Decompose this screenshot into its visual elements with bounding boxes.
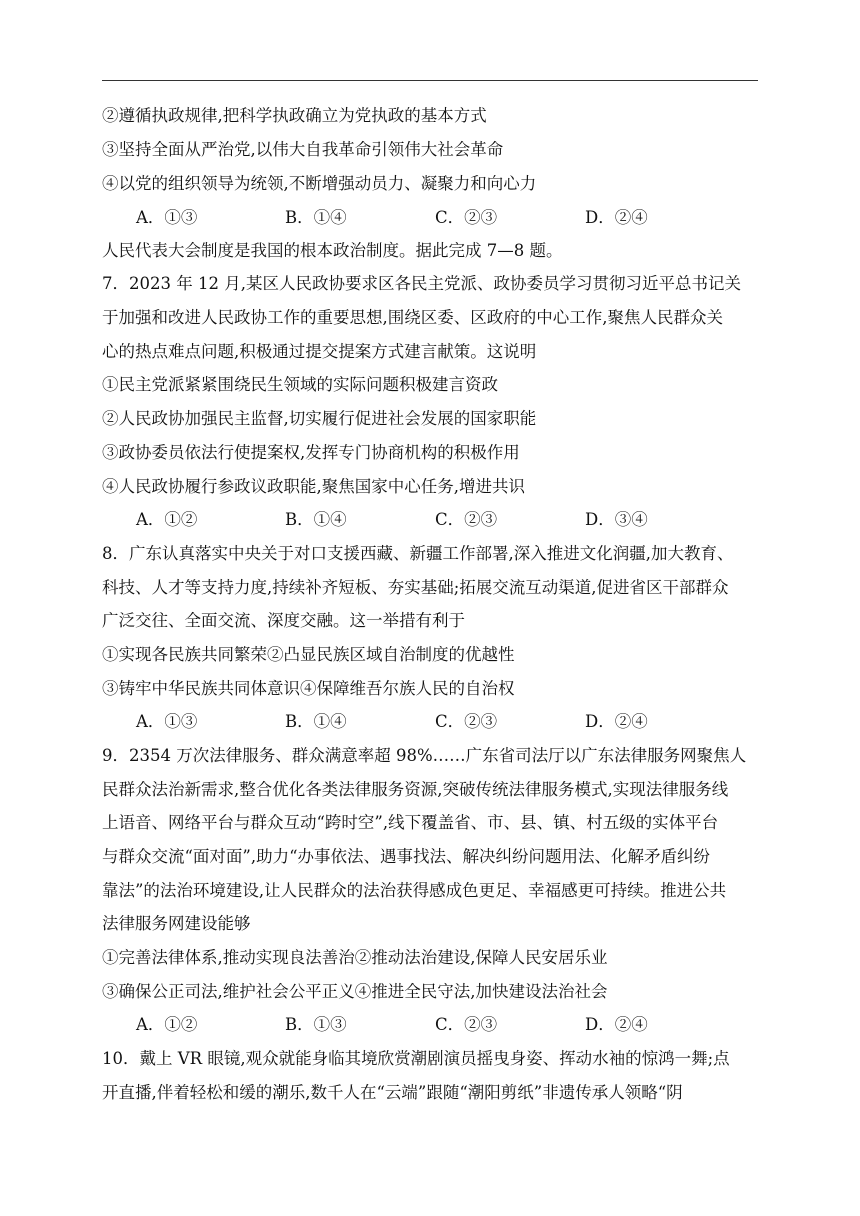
q7-line-1: 7．2023 年 12 月,某区人民政协要求区各民主党派、政协委员学习贯彻习近平总书记关 [102,274,741,293]
q8-line-1: 8．广东认真落实中央关于对口支援西藏、新疆工作部署,深入推进文化润疆,加大教育、 [102,544,734,563]
statement-2: ②遵循执政规律,把科学执政确立为党执政的基本方式 [102,106,487,125]
option-a: A．①③ [136,712,198,731]
option-b: B．①③ [285,1015,347,1034]
option-a: A．①③ [136,208,198,227]
q7-line-2: 于加强和改进人民政协工作的重要思想,围绕区委、区政府的中心工作,聚焦人民群众关 [102,308,723,327]
statement-3: ③坚持全面从严治党,以伟大自我革命引领伟大社会革命 [102,140,504,159]
q9-line-5: 靠法”的法治环境建设,让人民群众的法治获得感成色更足、幸福感更可持续。推进公共 [102,881,727,900]
q8-statement-1: ①实现各民族共同繁荣②凸显民族区域自治制度的优越性 [102,645,515,664]
option-c: C．②③ [435,510,498,529]
section-intro: 人民代表大会制度是我国的根本政治制度。据此完成 7—8 题。 [102,241,563,260]
q7-statement-2: ②人民政协加强民主监督,切实履行促进社会发展的国家职能 [102,409,537,428]
option-b: B．①④ [285,510,347,529]
option-d: D．②④ [585,712,648,731]
header-rule [102,80,758,81]
option-c: C．②③ [435,208,498,227]
option-b: B．①④ [285,712,347,731]
q10-line-2: 开直播,伴着轻松和缓的潮乐,数千人在“云端”跟随“潮阳剪纸”非遗传承人领略“阴 [102,1083,683,1102]
option-d: D．②④ [585,1015,648,1034]
q8-line-3: 广泛交往、全面交流、深度交融。这一举措有利于 [102,611,465,630]
q7-line-3: 心的热点难点问题,积极通过提交提案方式建言献策。这说明 [102,342,537,361]
q8-line-2: 科技、人才等支持力度,持续补齐短板、夯实基础;拓展交流互动渠道,促进省区干部群众 [102,578,729,597]
q10-line-1: 10．戴上 VR 眼镜,观众就能身临其境欣赏潮剧演员摇曳身姿、挥动水袖的惊鸿一舞;点 [102,1049,730,1068]
q9-statement-2: ③确保公正司法,维护社会公平正义④推进全民守法,加快建设法治社会 [102,982,608,1001]
option-c: C．②③ [435,712,498,731]
q9-line-4: 与群众交流“面对面”,助力“办事依法、遇事找法、解决纠纷问题用法、化解矛盾纠纷 [102,847,711,866]
q8-statement-2: ③铸牢中华民族共同体意识④保障维吾尔族人民的自治权 [102,679,515,698]
q7-statement-1: ①民主党派紧紧围绕民生领域的实际问题积极建言资政 [102,375,498,394]
q9-line-6: 法律服务网建设能够 [102,914,251,933]
option-c: C．②③ [435,1015,498,1034]
q7-statement-3: ③政协委员依法行使提案权,发挥专门协商机构的积极作用 [102,443,520,462]
q7-statement-4: ④人民政协履行参政议政职能,聚焦国家中心任务,增进共识 [102,477,525,496]
statement-4: ④以党的组织领导为统领,不断增强动员力、凝聚力和向心力 [102,174,537,193]
q9-statement-1: ①完善法律体系,推动实现良法善治②推动法治建设,保障人民安居乐业 [102,948,608,967]
option-b: B．①④ [285,208,347,227]
option-d: D．③④ [585,510,648,529]
option-d: D．②④ [585,208,648,227]
q9-line-3: 上语音、网络平台与群众互动“跨时空”,线下覆盖省、市、县、镇、村五级的实体平台 [102,813,719,832]
option-a: A．①② [136,1015,198,1034]
q9-line-1: 9．2354 万次法律服务、群众满意率超 98%……广东省司法厅以广东法律服务网聚焦人 [102,746,747,765]
option-a: A．①② [136,510,198,529]
q9-line-2: 民群众法治新需求,整合优化各类法律服务资源,突破传统法律服务模式,实现法律服务线 [102,780,729,799]
